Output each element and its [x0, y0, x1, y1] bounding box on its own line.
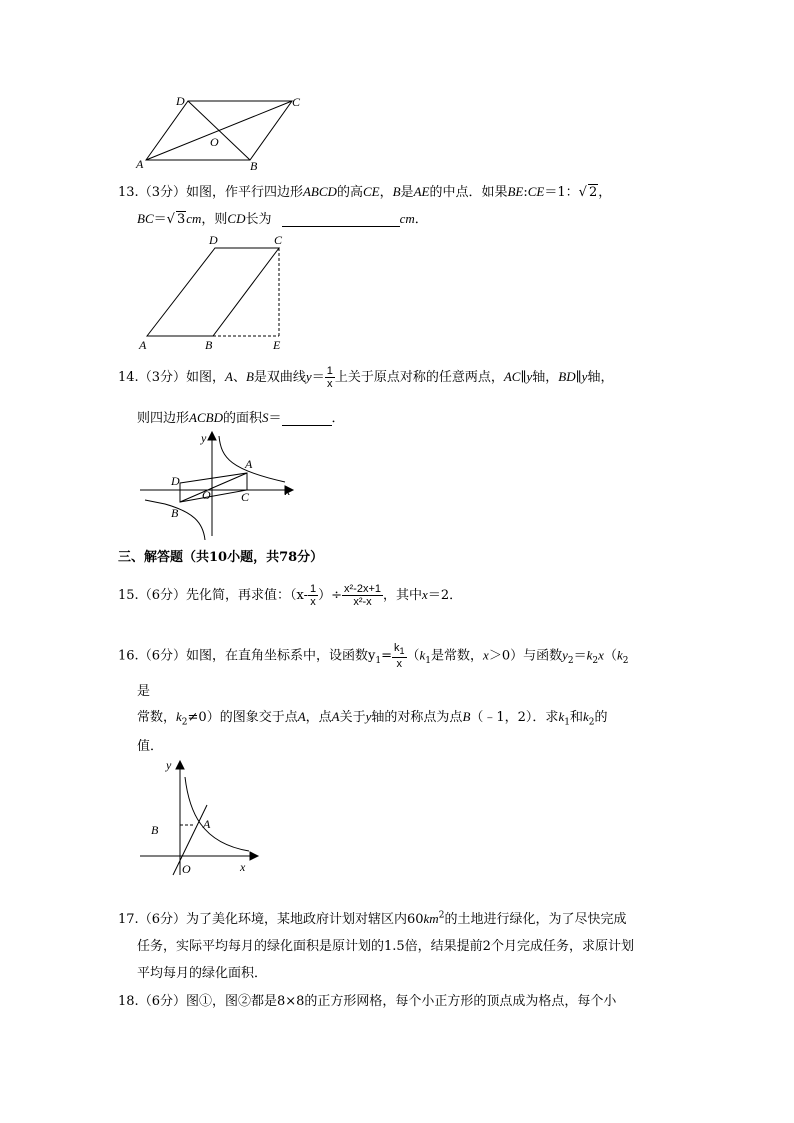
q17-line-1: [118, 908, 626, 927]
sqrt-radicand: 3: [176, 212, 186, 227]
q14-text: ＝: [268, 411, 282, 426]
q14-text: 轴，: [532, 370, 559, 385]
q15-var: x: [422, 587, 428, 602]
q16-var: y: [367, 648, 376, 664]
label-a: A: [139, 338, 147, 352]
q16-text: ≠0）的图象交于点: [187, 710, 298, 725]
q16-var: A: [297, 709, 306, 724]
q16-number: 16.: [118, 648, 139, 664]
q16-text: （﹣1，2）．求: [470, 710, 559, 725]
q16-sub: 2: [592, 656, 599, 667]
q16-text: 常数，: [137, 710, 177, 725]
q14-var: B: [245, 369, 254, 384]
q15-expr: ）÷: [318, 588, 343, 603]
label-b: B: [250, 159, 258, 173]
q14-line-1: [118, 365, 613, 390]
q17-sup: 2: [438, 910, 445, 921]
q16-var: y: [562, 647, 568, 663]
q16-text: 如图，在直角坐标系中，设函数: [185, 648, 368, 664]
label-b: B: [151, 823, 159, 837]
label-x: x: [285, 484, 291, 498]
q17-text: 为了美化环境，某地政府计划对辖区内: [185, 912, 407, 927]
q14-text: 的面积: [222, 411, 262, 426]
q16-line-3: [137, 706, 608, 728]
fraction-numerator: [392, 642, 407, 658]
label-a: A: [203, 817, 211, 831]
q16-sub: 1: [564, 717, 570, 728]
q15-text: ，其中: [383, 588, 423, 603]
q15-text: 先化简，再求值：: [185, 588, 290, 603]
q18-line-1: [118, 990, 616, 1009]
section-title: 三、解答题（共10小题，共78分）: [118, 550, 324, 565]
q16-var: k: [419, 647, 426, 663]
q13-var: B: [392, 184, 401, 199]
label-c: C: [274, 233, 283, 247]
q18-number: 18.: [118, 994, 139, 1009]
fraction-numerator: 1: [326, 365, 333, 377]
q14-text: 则四边形: [137, 411, 190, 426]
q16-line-1: [118, 642, 628, 670]
q18-text: 图①，图②都是8×8的正方形网格，每个小正方形的顶点成为格点，每个小: [185, 994, 617, 1009]
answer-blank: [282, 412, 332, 426]
q13-text: 是: [400, 185, 414, 200]
q14-var: S: [261, 410, 269, 425]
q13-var: AE: [413, 184, 430, 199]
fraction-denominator: x: [396, 658, 402, 671]
q16-sub: 1: [375, 656, 382, 667]
q16-var: x: [483, 647, 489, 663]
q13-comma: ，: [598, 185, 612, 200]
q15-number: 15.: [118, 588, 139, 603]
label-d: D: [171, 474, 180, 488]
q14-text: ．: [331, 411, 345, 426]
q14-var: AC: [503, 369, 521, 384]
fraction-k-sub: 1: [399, 646, 405, 657]
q16-var: k: [176, 709, 182, 724]
label-b: B: [205, 338, 213, 352]
q16-var: k: [582, 709, 589, 724]
q16-text: （: [603, 648, 617, 664]
q14-text: ∥: [575, 370, 582, 385]
q14-text: 是双曲线: [253, 370, 306, 385]
label-a: A: [245, 457, 253, 471]
label-b: B: [171, 506, 179, 520]
q13-text: ．: [414, 212, 428, 227]
hyperbola-figure: [135, 428, 305, 543]
q14-text: 轴，: [587, 370, 614, 385]
label-d: D: [209, 233, 218, 247]
q14-var: A: [224, 369, 233, 384]
q14-var: y: [526, 369, 533, 384]
q13-text: ＝1：: [544, 185, 579, 200]
q13-line-1: [118, 181, 611, 200]
q15-score: （6分）: [138, 588, 186, 603]
fraction-denominator: x²-x: [353, 596, 372, 608]
sqrt-radicand: 2: [588, 185, 598, 200]
q13-text: ，则: [201, 212, 228, 227]
q16-text: ＝: [573, 648, 587, 664]
q17-number-value: 60: [406, 912, 424, 927]
label-e: E: [273, 338, 281, 352]
q13-text: ，: [379, 185, 393, 200]
q18-score: （6分）: [138, 994, 186, 1009]
fraction-numerator: 1: [309, 583, 317, 595]
q16-text: =: [381, 648, 392, 664]
q16-sub: 2: [588, 717, 595, 728]
q13-text: 的中点．如果: [429, 185, 508, 200]
q13-unit: cm: [399, 211, 415, 226]
q14-text: ＝: [311, 370, 325, 385]
q16-sub: 1: [425, 656, 432, 667]
q13-line-2: [137, 208, 428, 227]
q13-var: BE: [507, 184, 524, 199]
q13-var: BC: [137, 211, 154, 226]
q16-text: 关于: [339, 710, 366, 725]
label-o: O: [210, 135, 219, 149]
q16-var: k: [558, 709, 565, 724]
q16-score: （6分）: [138, 648, 186, 664]
q15-text: ＝2．: [427, 588, 463, 603]
q15-expr: （x-: [289, 588, 308, 603]
label-y: y: [166, 758, 172, 772]
q13-number: 13.: [118, 185, 139, 200]
q16-text: 是常数，: [431, 648, 484, 664]
q15-line: [118, 583, 462, 608]
fraction: [308, 583, 318, 608]
q16-sub: 2: [181, 717, 188, 728]
q13-unit: cm: [186, 211, 202, 226]
q16-text: ＞0）与函数: [488, 648, 563, 664]
q14-score: （3分）: [138, 370, 186, 385]
q13-var: CE: [362, 184, 380, 199]
q17-line-2: 任务，实际平均每月的绿化面积是原计划的1.5倍，结果提前2个月完成任务，求原计划: [137, 939, 634, 954]
label-o: O: [202, 488, 211, 502]
q14-var: BD: [558, 369, 576, 384]
q16-var: k: [616, 647, 623, 663]
q13-text: 长为: [245, 212, 272, 227]
q16-var: x: [598, 647, 604, 663]
q16-sub: 2: [622, 656, 629, 667]
q14-var: y: [581, 369, 588, 384]
q16-text: 轴的对称点为点: [371, 710, 463, 725]
q17-line-3: 平均每月的绿化面积．: [137, 966, 268, 981]
q17-number: 17.: [118, 912, 139, 927]
q13-var: CD: [227, 211, 246, 226]
q13-var: ABCD: [302, 184, 337, 199]
q16-var: A: [331, 709, 340, 724]
q14-text: 上关于原点对称的任意两点，: [334, 370, 504, 385]
q13-text: :: [523, 185, 528, 200]
sqrt-symbol: √: [578, 185, 587, 200]
q13-text: 如图，作平行四边形: [185, 185, 303, 200]
q14-text: ∥: [520, 370, 527, 385]
q16-text: ，点: [305, 710, 332, 725]
q13-text: 的高: [336, 185, 363, 200]
label-c: C: [292, 95, 301, 109]
q16-line-2: 是: [137, 684, 151, 699]
q14-text: 如图，: [185, 370, 225, 385]
q16-text: 和: [569, 710, 583, 725]
fraction: [392, 642, 407, 670]
fraction-denominator: x: [327, 378, 333, 390]
q14-var: y: [305, 369, 312, 384]
q17-text: 的土地进行绿化，为了尽快完成: [444, 912, 627, 927]
parallelogram-height-figure: [135, 232, 295, 352]
q16-var: k: [586, 647, 593, 663]
q16-text: 的: [594, 710, 608, 725]
answer-blank: [282, 213, 400, 227]
fraction-k: k: [393, 642, 400, 654]
q16-sub: 2: [567, 656, 574, 667]
fraction: [325, 365, 335, 390]
coordinate-figure: [135, 755, 265, 880]
label-c: C: [241, 490, 250, 504]
label-x: x: [240, 860, 246, 874]
q14-number: 14.: [118, 370, 139, 385]
q13-score: （3分）: [138, 185, 186, 200]
label-d: D: [176, 94, 185, 108]
fraction-denominator: x: [310, 596, 316, 608]
q14-text: 、: [232, 370, 246, 385]
q17-score: （6分）: [138, 912, 186, 927]
fraction-numerator: x²-2x+1: [344, 583, 382, 595]
q14-var: ACBD: [189, 410, 223, 425]
q16-text: （: [406, 648, 420, 664]
q16-line-4: 值．: [137, 739, 164, 754]
q16-var: B: [462, 709, 471, 724]
fraction: [342, 583, 383, 608]
q16-var: y: [365, 709, 372, 724]
label-a: A: [136, 157, 144, 171]
q14-line-2: [137, 407, 345, 426]
label-o: O: [182, 862, 191, 876]
q17-unit: km: [423, 911, 439, 926]
parallelogram-abcd-figure: [130, 88, 310, 173]
sqrt-symbol: √: [166, 212, 175, 227]
label-y: y: [201, 431, 207, 445]
q13-var: CE: [527, 184, 545, 199]
q13-text: ＝: [153, 212, 167, 227]
